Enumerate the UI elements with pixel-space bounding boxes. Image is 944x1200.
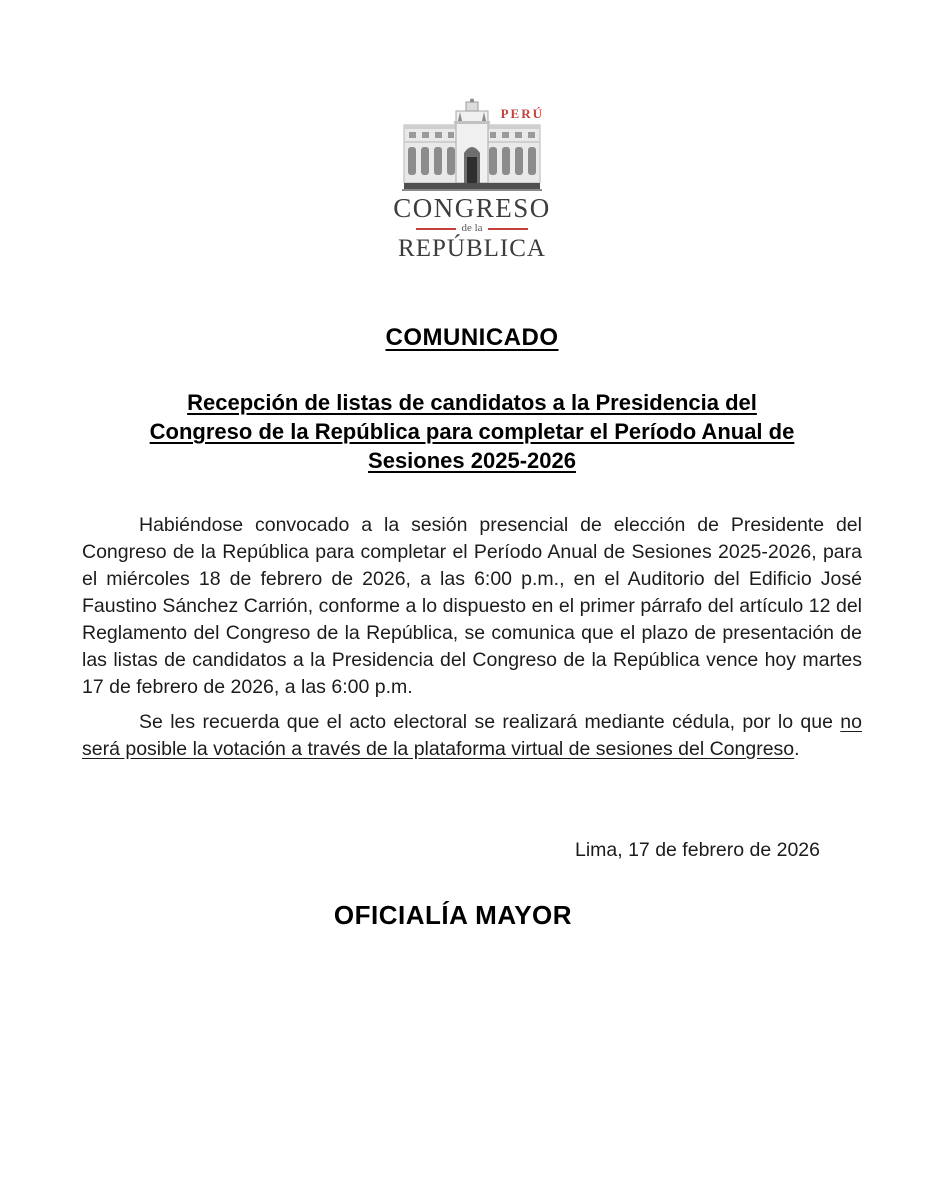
subtitle-line-1: Recepción de listas de candidatos a la Presidencia del — [187, 390, 757, 415]
logo-text-republica: REPÚBLICA — [398, 235, 546, 262]
logo-de-la-label: de la — [461, 222, 483, 234]
paragraph-reminder-end: . — [794, 738, 800, 760]
logo-text-de-la — [392, 222, 552, 235]
congress-logo — [392, 97, 552, 262]
legislative-palace-illustration — [402, 97, 542, 192]
signature-oficialia-mayor: OFICIALÍA MAYOR — [333, 900, 573, 930]
logo-text-congreso: CONGRESO — [393, 193, 551, 223]
subtitle-line-2: Congreso de la República para completar el Período Anual de — [149, 419, 795, 444]
document-title: COMUNICADO — [385, 324, 559, 351]
document-subtitle — [82, 388, 862, 475]
subtitle-line-3: Sesiones 2025-2026 — [368, 448, 576, 473]
document-body — [0, 324, 944, 930]
paragraph-convocation: Habiéndose convocado a la sesión presencial de elección de Presidente del Congreso de la República para completar el Período Anual de Sesiones 2025-2026, para el miércoles 18 de febrero de 2026, a las 6:00 p.m., en el Auditorio del Edificio José Faustino Sánchez Carrión, conforme a lo dispuesto en el primer párrafo del artículo 12 del Reglamento del Congreso de la República, se comunica que el plazo de presentación de las listas de candidatos a la Presidencia del Congreso de la República vence hoy martes 17 de febrero de 2026, a las 6:00 p.m. — [82, 514, 862, 698]
red-rule-left — [416, 228, 456, 230]
dateline: Lima, 17 de febrero de 2026 — [574, 839, 820, 861]
paragraph-reminder-start: Se les recuerda que el acto electoral se realizará mediante cédula, por lo que — [139, 711, 841, 733]
red-rule-right — [488, 228, 528, 230]
paragraph-reminder-underlined: no será posible la votación a través de la plataforma virtual de sesiones del Congreso — [82, 711, 862, 760]
paragraph-reminder — [82, 709, 862, 763]
peru-wordmark: PERÚ — [500, 106, 544, 121]
